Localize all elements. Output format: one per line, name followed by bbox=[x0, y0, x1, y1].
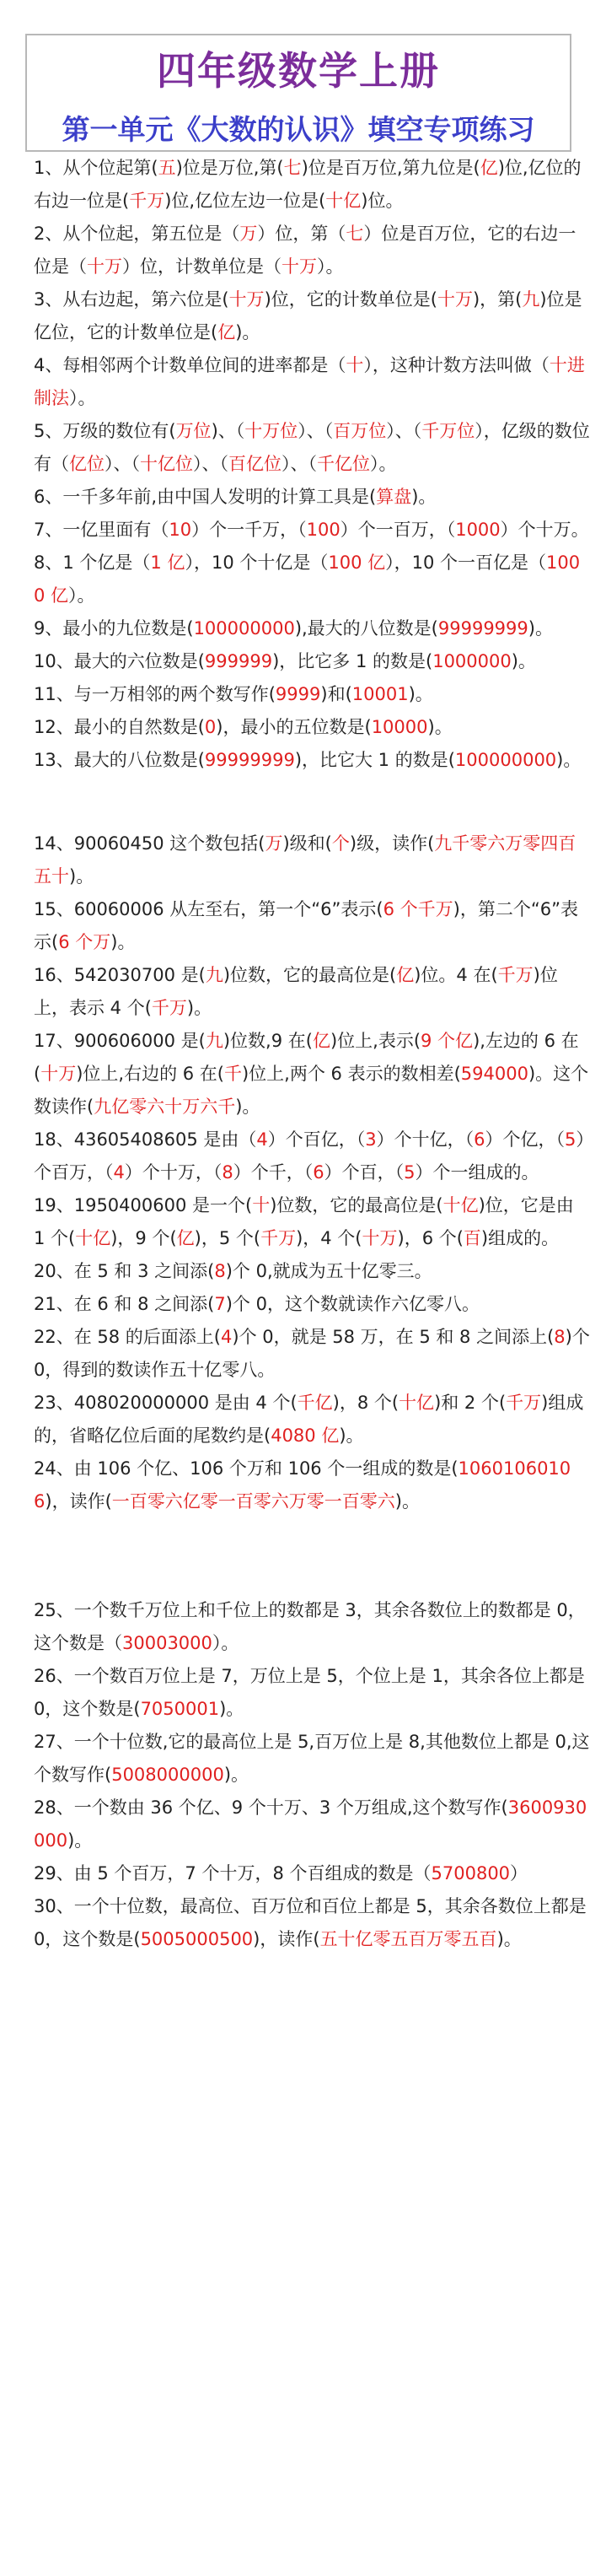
question-text: )。 bbox=[186, 998, 212, 1018]
question-text: 28、一个数由 36 个亿、9 个十万、3 个万组成,这个数写作( bbox=[34, 1797, 508, 1818]
answer-text: 千万 bbox=[497, 965, 534, 985]
answer-text: 3 bbox=[365, 1129, 377, 1150]
question-text: 15、60060006 从左至右，第一个“6”表示( bbox=[34, 899, 383, 919]
answer-text: 6 个万 bbox=[58, 932, 111, 952]
question-item bbox=[34, 612, 590, 645]
answer-text: 10000 bbox=[371, 717, 428, 737]
question-text: )。 bbox=[496, 1929, 522, 1949]
question-text: )，4 个( bbox=[296, 1228, 362, 1248]
question-text: ）个十万。 bbox=[500, 520, 589, 540]
question-item bbox=[34, 1387, 590, 1452]
question-text: )，读作( bbox=[253, 1929, 320, 1949]
question-text: ）。 bbox=[68, 585, 95, 606]
question-text: )位，它是由 1 个( bbox=[34, 1195, 574, 1248]
question-text: )，最小的五位数是( bbox=[216, 717, 372, 737]
question-text: )。 bbox=[69, 866, 94, 887]
question-text: )个 0，就是 58 万，在 5 和 8 之间添上( bbox=[232, 1327, 555, 1347]
answer-text: 6 个千万 bbox=[383, 899, 453, 919]
question-item bbox=[34, 1124, 590, 1189]
question-text: )位是万位,第( bbox=[175, 158, 284, 178]
question-text: )个 0，得到的数读作五十亿零八。 bbox=[34, 1327, 590, 1380]
section-spacer bbox=[34, 777, 590, 827]
question-item bbox=[34, 1288, 590, 1321]
answer-text: 七 bbox=[346, 224, 364, 244]
answer-text: 九 bbox=[205, 965, 223, 985]
answer-text: 594000 bbox=[460, 1064, 528, 1084]
question-text: 14、90060450 这个数包括( bbox=[34, 833, 265, 854]
answer-text: 千亿 bbox=[297, 1393, 333, 1413]
question-item bbox=[34, 827, 590, 893]
answer-text: 十亿 bbox=[399, 1393, 435, 1413]
question-text: )。 bbox=[235, 322, 260, 342]
answer-text: 十亿 bbox=[75, 1228, 111, 1248]
page-title: 四年级数学上册 bbox=[157, 48, 440, 94]
answer-text: 8 bbox=[214, 1261, 226, 1281]
question-item bbox=[34, 711, 590, 744]
answer-text: 千万位 bbox=[421, 421, 475, 441]
question-text: ),左边的 6 在( bbox=[34, 1031, 579, 1084]
question-text: ），10 个十亿是（ bbox=[185, 552, 329, 573]
question-text: 12、最小的自然数是( bbox=[34, 717, 205, 737]
question-item bbox=[34, 1321, 590, 1387]
question-item bbox=[34, 1792, 590, 1857]
question-text: 13、最大的八位数是( bbox=[34, 750, 205, 770]
question-text: 20、在 5 和 3 之间添( bbox=[34, 1261, 215, 1281]
answer-text: 十万 bbox=[282, 256, 317, 277]
question-text: 1、从个位起第( bbox=[34, 158, 158, 178]
question-text: )位上,表示( bbox=[330, 1031, 421, 1051]
answer-text: 6 bbox=[313, 1162, 324, 1183]
answer-text: 4 bbox=[221, 1327, 233, 1347]
question-text: ）个一千万，（ bbox=[191, 520, 307, 540]
question-text: ）个百亿，（ bbox=[267, 1129, 366, 1150]
question-text: 9、最小的九位数是( bbox=[34, 618, 194, 639]
question-text: 30、一个十位数，最高位、百万位和百位上都是 5，其余各数位上都是 0，这个数是( bbox=[34, 1896, 587, 1949]
question-item bbox=[34, 1890, 590, 1956]
question-text: ），亿级的数位有（ bbox=[34, 421, 590, 474]
answer-text: 十万 bbox=[87, 256, 122, 277]
question-text: ）个十万，（ bbox=[124, 1162, 223, 1183]
question-text: )。 bbox=[511, 651, 536, 671]
question-text: 2、从个位起，第五位是（ bbox=[34, 224, 240, 244]
answer-text: 千万 bbox=[151, 998, 187, 1018]
question-text: )。 bbox=[408, 684, 433, 704]
answer-text: 十 bbox=[346, 355, 364, 375]
answer-text: 7 bbox=[214, 1294, 226, 1314]
question-text: 5、万级的数位有( bbox=[34, 421, 176, 441]
answer-text: 100000000 bbox=[454, 750, 557, 770]
question-text: ）。 bbox=[212, 1633, 239, 1653]
answer-text: 99999999 bbox=[437, 618, 528, 639]
answer-text: 0 bbox=[204, 717, 217, 737]
question-text: ）。 bbox=[317, 256, 344, 277]
title-box bbox=[25, 34, 571, 152]
question-text: )个 0，这个数就读作六亿零八。 bbox=[225, 1294, 480, 1314]
question-item bbox=[34, 415, 590, 481]
question-text: ）、（ bbox=[386, 421, 422, 441]
answer-text: 九亿零六十万六千 bbox=[94, 1097, 236, 1117]
question-text: )。 bbox=[67, 1830, 93, 1851]
question-text: )位，它的计数单位是( bbox=[264, 289, 437, 310]
question-text: ）位，第（ bbox=[257, 224, 346, 244]
answer-text: 100 bbox=[306, 520, 341, 540]
question-list bbox=[34, 152, 590, 1956]
question-text: ),最大的八位数是( bbox=[294, 618, 438, 639]
answer-text: 10 bbox=[169, 520, 192, 540]
question-text: ）、（ bbox=[105, 454, 140, 474]
question-item bbox=[34, 1452, 590, 1518]
question-text: )，读作( bbox=[45, 1491, 112, 1512]
answer-text: 十 bbox=[252, 1195, 271, 1215]
question-text: 8、1 个亿是（ bbox=[34, 552, 151, 573]
answer-text: 千万 bbox=[506, 1393, 542, 1413]
answer-text: 十万 bbox=[362, 1228, 398, 1248]
question-text: )，第二个“6”表示( bbox=[34, 899, 578, 952]
question-text: ）个亿，（ bbox=[485, 1129, 565, 1150]
question-text: 26、一个数百万位上是 7，万位上是 5，个位上是 1，其余各位上都是 0，这个数是( bbox=[34, 1666, 585, 1719]
answer-text: 十万位 bbox=[244, 421, 298, 441]
answer-text: 100 亿 bbox=[328, 552, 386, 573]
question-text: 7、一亿里面有（ bbox=[34, 520, 169, 540]
question-item bbox=[34, 1857, 590, 1890]
question-text: ）个百万，（ bbox=[34, 1129, 585, 1183]
question-text: )位上,两个 6 表示的数相差( bbox=[241, 1064, 461, 1084]
answer-text: 五 bbox=[158, 158, 176, 178]
answer-text: 九千零六万零四百五十 bbox=[34, 833, 577, 887]
answer-text: 千 bbox=[223, 1064, 242, 1084]
question-text: 22、在 58 的后面添上( bbox=[34, 1327, 221, 1347]
question-item bbox=[34, 678, 590, 711]
question-text: )位。 bbox=[361, 191, 404, 211]
answer-text: 万位 bbox=[175, 421, 212, 441]
answer-text: 万 bbox=[239, 224, 258, 244]
question-text: ）、（ bbox=[282, 454, 317, 474]
question-text: 11、与一万相邻的两个数写作( bbox=[34, 684, 276, 704]
question-text: )，8 个( bbox=[332, 1393, 400, 1413]
answer-text: 8 bbox=[222, 1162, 233, 1183]
answer-text: 4 bbox=[113, 1162, 125, 1183]
question-text: ）。 bbox=[370, 454, 397, 474]
answer-text: 10601060106 bbox=[34, 1458, 571, 1512]
question-text: )个 0,就成为五十亿零三。 bbox=[225, 1261, 432, 1281]
answer-text: 亿 bbox=[217, 322, 236, 342]
answer-text: 亿 bbox=[176, 1228, 195, 1248]
answer-text: 5700800 bbox=[431, 1863, 511, 1883]
answer-text: 5 bbox=[565, 1129, 577, 1150]
answer-text: 1000000 bbox=[432, 651, 512, 671]
question-text: 21、在 6 和 8 之间添( bbox=[34, 1294, 215, 1314]
question-text: )。 bbox=[235, 1097, 260, 1117]
question-text: )位,亿位的右边一位是( bbox=[34, 158, 582, 211]
answer-text: 亿 bbox=[480, 158, 498, 178]
question-text: 10、最大的六位数是( bbox=[34, 651, 205, 671]
question-item bbox=[34, 893, 590, 959]
question-item bbox=[34, 744, 590, 777]
question-text: )，9 个( bbox=[110, 1228, 177, 1248]
question-item bbox=[34, 152, 590, 218]
question-text: )组成的，省略亿位后面的尾数约是( bbox=[34, 1393, 584, 1446]
question-text: ）、（ bbox=[298, 421, 334, 441]
answer-text: 七 bbox=[283, 158, 302, 178]
question-text: )位,亿位左边一位是( bbox=[164, 191, 326, 211]
answer-text: 千亿位 bbox=[317, 454, 370, 474]
question-text: )。这个数读作( bbox=[34, 1064, 589, 1117]
answer-text: 十进制法 bbox=[34, 355, 585, 408]
question-text: 6、一千多年前,由中国人发明的计算工具是( bbox=[34, 487, 377, 507]
question-text: 3、从右边起，第六位是( bbox=[34, 289, 229, 310]
question-text: )位上，表示 4 个( bbox=[34, 965, 558, 1018]
question-item bbox=[34, 283, 590, 349]
question-text: 24、由 106 个亿、106 个万和 106 个一组成的数是( bbox=[34, 1458, 459, 1479]
question-text: ）个一组成的。 bbox=[415, 1162, 539, 1183]
question-item bbox=[34, 514, 590, 547]
question-text: )，第( bbox=[472, 289, 523, 310]
question-text: 23、408020000000 是由 4 个( bbox=[34, 1393, 298, 1413]
question-text: )。 bbox=[427, 717, 453, 737]
question-text: ）、（ bbox=[193, 454, 228, 474]
question-text: ），这种计数方法叫做（ bbox=[363, 355, 550, 375]
question-text: ）个千，（ bbox=[233, 1162, 314, 1183]
question-text: ）个十亿，（ bbox=[376, 1129, 475, 1150]
answer-text: 7050001 bbox=[140, 1699, 220, 1719]
question-text: 17、900606000 是( bbox=[34, 1031, 206, 1051]
question-item bbox=[34, 218, 590, 283]
question-item bbox=[34, 1594, 590, 1660]
question-item bbox=[34, 959, 590, 1025]
question-text: )位是百万位,第九位是( bbox=[301, 158, 480, 178]
question-text: ）位是百万位，它的右边一位是（ bbox=[34, 224, 577, 277]
question-text: )。 bbox=[223, 1765, 249, 1785]
answer-text: 千万 bbox=[260, 1228, 297, 1248]
answer-text: 亿位 bbox=[69, 454, 105, 474]
answer-text: 1 亿 bbox=[150, 552, 185, 573]
question-text: ）位，计数单位是（ bbox=[122, 256, 282, 277]
question-text: )。 bbox=[110, 932, 136, 952]
question-text: ），10 个一百亿是（ bbox=[385, 552, 547, 573]
question-text: 18、43605408605 是由（ bbox=[34, 1129, 257, 1150]
question-text: )位是亿位，它的计数单位是( bbox=[34, 289, 582, 342]
question-text: )。 bbox=[528, 618, 553, 639]
question-text: )。 bbox=[411, 487, 437, 507]
question-item bbox=[34, 645, 590, 678]
answer-text: 十亿 bbox=[325, 191, 362, 211]
answer-text: 30003000 bbox=[122, 1633, 212, 1653]
question-text: )、（ bbox=[211, 421, 245, 441]
answer-text: 百万位 bbox=[333, 421, 387, 441]
answer-text: 3600930000 bbox=[34, 1797, 587, 1851]
answer-text: 百 bbox=[463, 1228, 481, 1248]
question-text: ）个一百万，（ bbox=[340, 520, 456, 540]
answer-text: 十万 bbox=[228, 289, 265, 310]
question-text: )位上,右边的 6 在( bbox=[76, 1064, 224, 1084]
question-text: )。 bbox=[556, 750, 582, 770]
question-item bbox=[34, 1726, 590, 1792]
answer-text: 十万 bbox=[437, 289, 473, 310]
answer-text: 亿 bbox=[396, 965, 415, 985]
question-text: ）。 bbox=[69, 388, 96, 408]
question-text: 25、一个数千万位上和千位上的数都是 3，其余各数位上的数都是 0，这个数是（ bbox=[34, 1600, 586, 1653]
question-text: )位数,9 在( bbox=[223, 1031, 313, 1051]
question-text: )级，读作( bbox=[349, 833, 435, 854]
answer-text: 万 bbox=[265, 833, 283, 854]
answer-text: 千万 bbox=[129, 191, 165, 211]
question-text: )，5 个( bbox=[194, 1228, 261, 1248]
answer-text: 亿 bbox=[312, 1031, 330, 1051]
question-text: 4、每相邻两个计数单位间的进率都是（ bbox=[34, 355, 346, 375]
question-text: )。 bbox=[219, 1699, 244, 1719]
question-text: )。 bbox=[339, 1425, 364, 1446]
answer-text: 999999 bbox=[204, 651, 273, 671]
answer-text: 10001 bbox=[351, 684, 409, 704]
question-text: 19、1950400600 是一个( bbox=[34, 1195, 253, 1215]
answer-text: 九 bbox=[205, 1031, 223, 1051]
question-text: )位数，它的最高位是( bbox=[223, 965, 397, 985]
answer-text: 个 bbox=[331, 833, 350, 854]
answer-text: 十万 bbox=[40, 1064, 77, 1084]
answer-text: 99999999 bbox=[204, 750, 295, 770]
answer-text: 一百零六亿零一百零六万零一百零六 bbox=[111, 1491, 395, 1512]
section-spacer bbox=[34, 1518, 590, 1594]
answer-text: 百亿位 bbox=[228, 454, 282, 474]
answer-text: 4 bbox=[256, 1129, 268, 1150]
question-text: )，比它大 1 的数是( bbox=[294, 750, 455, 770]
question-item bbox=[34, 481, 590, 514]
answer-text: 5008000000 bbox=[111, 1765, 224, 1785]
answer-text: 五十亿零五百万零五百 bbox=[319, 1929, 497, 1949]
answer-text: 九 bbox=[522, 289, 540, 310]
page-subtitle: 第一单元《大数的认识》填空专项练习 bbox=[62, 113, 535, 146]
answer-text: 1000 亿 bbox=[34, 552, 581, 606]
question-text: )，比它多 1 的数是( bbox=[272, 651, 433, 671]
question-text: 27、一个十位数,它的最高位上是 5,百万位上是 8,其他数位上都是 0,这个数写作( bbox=[34, 1732, 590, 1785]
answer-text: 4080 亿 bbox=[271, 1425, 340, 1446]
question-text: )组成的。 bbox=[480, 1228, 560, 1248]
answer-text: 5005000500 bbox=[140, 1929, 254, 1949]
answer-text: 9 个亿 bbox=[421, 1031, 474, 1051]
answer-text: 算盘 bbox=[376, 487, 412, 507]
answer-text: 5 bbox=[404, 1162, 416, 1183]
question-item bbox=[34, 1255, 590, 1288]
answer-text: 8 bbox=[554, 1327, 566, 1347]
question-text: )位数，它的最高位是( bbox=[270, 1195, 443, 1215]
question-text: )级和( bbox=[282, 833, 332, 854]
question-item bbox=[34, 1189, 590, 1255]
answer-text: 6 bbox=[474, 1129, 485, 1150]
question-item bbox=[34, 547, 590, 612]
question-item bbox=[34, 1025, 590, 1124]
answer-text: 100000000 bbox=[193, 618, 295, 639]
answer-text: 9999 bbox=[275, 684, 321, 704]
question-text: )位。4 在( bbox=[414, 965, 498, 985]
question-text: ）个百，（ bbox=[324, 1162, 405, 1183]
question-text: )，6 个( bbox=[397, 1228, 464, 1248]
answer-text: 十亿 bbox=[442, 1195, 479, 1215]
answer-text: 十亿位 bbox=[140, 454, 193, 474]
answer-text: 1000 bbox=[455, 520, 501, 540]
question-text: )和 2 个( bbox=[434, 1393, 507, 1413]
question-text: 16、542030700 是( bbox=[34, 965, 206, 985]
question-text: 29、由 5 个百万，7 个十万，8 个百组成的数是（ bbox=[34, 1863, 432, 1883]
question-item bbox=[34, 1660, 590, 1726]
question-text: )。 bbox=[394, 1491, 420, 1512]
question-text: ） bbox=[510, 1863, 528, 1883]
question-text: )和( bbox=[320, 684, 352, 704]
question-item bbox=[34, 349, 590, 415]
